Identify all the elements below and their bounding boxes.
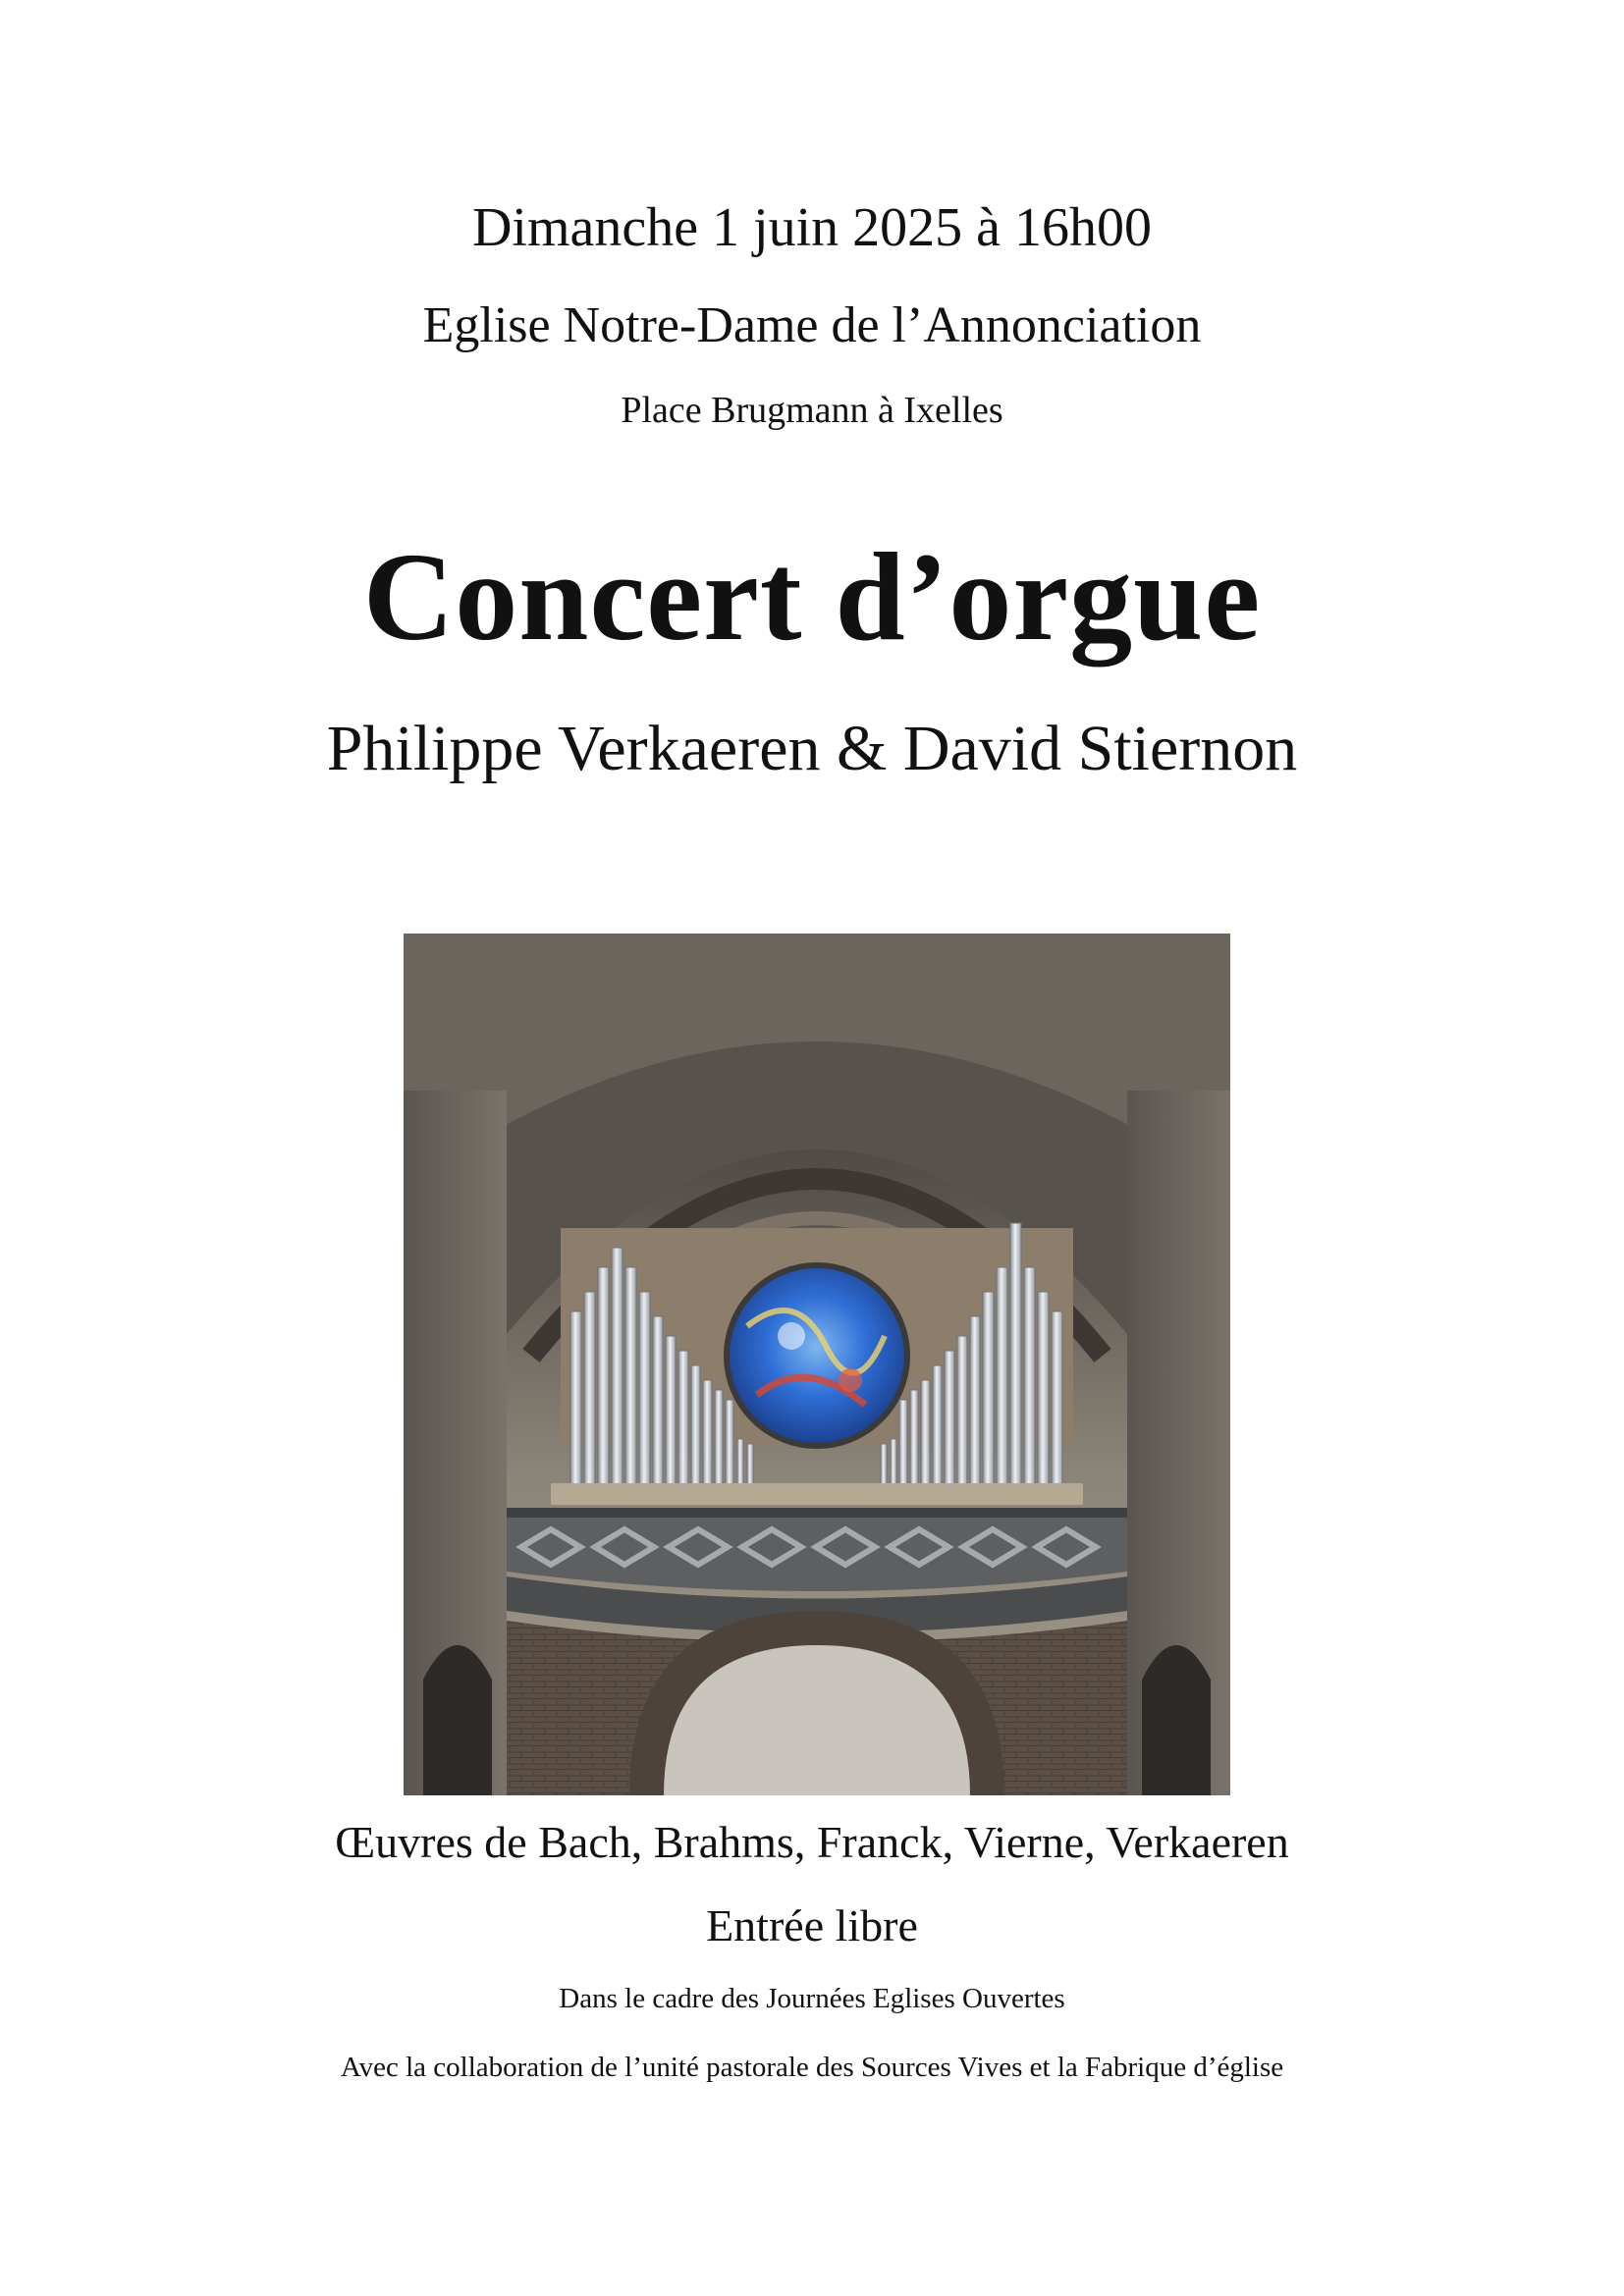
church-address: Place Brugmann à Ixelles	[621, 390, 1003, 431]
collaboration-note: Avec la collaboration de l’unité pastorale des Sources Vives et la Fabrique d’église	[340, 2052, 1284, 2083]
event-date-time: Dimanche 1 juin 2025 à 16h00	[471, 197, 1153, 258]
poster-title: Concert d’orgue	[362, 527, 1262, 667]
event-framework: Dans le cadre des Journées Eglises Ouvertes	[559, 1983, 1065, 2014]
church-name: Eglise Notre-Dame de l’Annonciation	[422, 297, 1202, 353]
performers: Philippe Verkaeren & David Stiernon	[326, 713, 1298, 784]
organ-loft-photo	[404, 934, 1230, 1795]
entry-info: Entrée libre	[706, 1900, 918, 1950]
works-list: Œuvres de Bach, Brahms, Franck, Vierne, Verkaeren	[335, 1817, 1289, 1867]
